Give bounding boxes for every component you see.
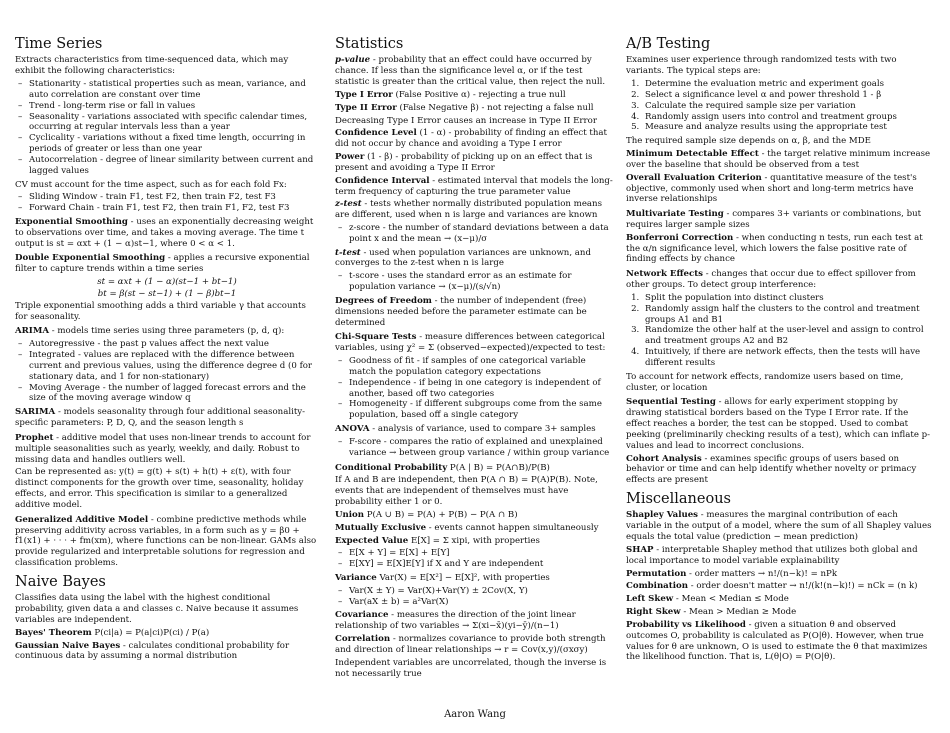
list-item: 2. Select a significance level α and power threshold 1 - β bbox=[642, 90, 932, 101]
covariance: Covariance - measures the direction of the joint linear relationship of two variables → Σ(xi−x̄)(yi−ȳ)/(n−1) bbox=[335, 610, 576, 632]
mutually-exclusive: Mutually Exclusive - events cannot happen simultaneously bbox=[335, 522, 599, 533]
anova: ANOVA - analysis of variance, used to compare 3+ samples bbox=[335, 424, 596, 435]
list-item: 3. Calculate the required sample size per variation bbox=[642, 101, 932, 112]
expected-value: Expected Value E[X] = Σ xipi, with properties bbox=[335, 535, 540, 546]
network-effects: Network Effects - changes that occur due to effect spillover from other groups. To detect group interference: bbox=[626, 269, 916, 291]
list-item: – F-score - compares the ratio of explained and unexplained variance → between group variance / within group variance bbox=[335, 437, 613, 459]
list-item: – Independence - if being in one category is independent of another, based off two categories bbox=[335, 378, 613, 400]
type-i-error: Type I Error (False Positive α) - rejecting a true null bbox=[335, 89, 566, 100]
minimum-detectable-effect: Minimum Detectable Effect - the target relative minimum increase over the baseline that should be observed from a test bbox=[626, 149, 931, 170]
sarima: SARIMA - models seasonality through four additional seasonality-specific parameters: P, D, Q, and the season length s bbox=[15, 407, 306, 429]
list-item: 4. Randomly assign users into control and treatment groups bbox=[642, 112, 932, 123]
exponential-smoothing: Exponential Smoothing - uses an exponentially decreasing weight to observations over time, and takes a moving average. The time t output is st = αxt + (1 − α)st−1, where 0 < α < 1. bbox=[15, 216, 314, 249]
list-item: – E[X + Y] = E[X] + E[Y] bbox=[335, 548, 613, 559]
list-item: – Cyclicality - variations without a fixed time length, occurring in periods of greater or less than one year bbox=[15, 133, 319, 155]
t-test-list bbox=[335, 271, 613, 293]
ab-intro: Examines user experience through randomized tests with two variants. The typical steps are: bbox=[626, 55, 897, 77]
variance-list bbox=[335, 586, 613, 608]
section-title-statistics: Statistics bbox=[335, 36, 404, 52]
confidence-interval: Confidence Interval - estimated interval that models the long-term frequency of capturing the true parameter value bbox=[335, 175, 613, 197]
section-title-time-series: Time Series bbox=[15, 36, 103, 52]
expected-value-list bbox=[335, 548, 613, 570]
equation-bt: bt = β(st − st−1) + (1 − β)bt−1 bbox=[97, 288, 237, 299]
bonferroni-correction: Bonferroni Correction - when conducting n tests, run each test at the α/n significance level, which lowers the false positive rate of finding effects by chance bbox=[626, 232, 923, 265]
equation-st: st = αxt + (1 − α)(st−1 + bt−1) bbox=[97, 277, 237, 288]
list-item: – Var(aX ± b) = a²Var(X) bbox=[335, 597, 613, 608]
right-skew: Right Skew - Mean > Median ≥ Mode bbox=[626, 607, 797, 618]
list-item: – Homogeneity - if different subgroups come from the same population, based off a single category bbox=[335, 399, 613, 421]
prophet: Prophet - additive model that uses non-linear trends to account for multiple seasonalities such as yearly, weekly, and daily. Robust to missing data and handles outliers well. bbox=[15, 432, 311, 465]
chi-square-list bbox=[335, 356, 613, 421]
correlation-note: Independent variables are uncorrelated, though the inverse is not necessarily true bbox=[335, 657, 607, 679]
bayes-theorem: Bayes' Theorem P(ci|a) = P(a|ci)P(ci) / P(a) bbox=[15, 627, 210, 638]
list-item: – Stationarity - statistical properties such as mean, variance, and auto correlation are constant over time bbox=[15, 79, 319, 101]
column-statistics bbox=[335, 34, 613, 681]
list-item: – Sliding Window - train F1, test F2, then train F2, test F3 bbox=[15, 192, 319, 203]
section-title-ab-testing: A/B Testing bbox=[626, 36, 711, 52]
list-item: – Goodness of fit - if samples of one categorical variable match the population category expectations bbox=[335, 356, 613, 378]
section-title-miscellaneous: Miscellaneous bbox=[626, 491, 731, 508]
arima: ARIMA - models time series using three parameters (p, d, q): bbox=[15, 326, 285, 337]
t-test: t-test - used when population variances are unknown, and converges to the z-test when n is large bbox=[335, 247, 591, 269]
left-skew: Left Skew - Mean < Median ≤ Mode bbox=[626, 594, 789, 605]
anova-list bbox=[335, 437, 613, 459]
naive-bayes-intro: Classifies data using the label with the highest conditional probability, given data a and classes c. Naive because it assumes variables are independent. bbox=[15, 593, 299, 625]
cohort-analysis: Cohort Analysis - examines specific groups of users based on behavior or time and can help identify whether novelty or primacy effects are present bbox=[626, 453, 917, 486]
list-item: 4. Intuitively, if there are network effects, then the tests will have different results bbox=[642, 347, 932, 369]
list-item: – Autoregressive - the past p values affect the next value bbox=[15, 339, 319, 350]
union: Union P(A ∪ B) = P(A) + P(B) − P(A ∩ B) bbox=[335, 509, 518, 520]
section-title-naive-bayes: Naive Bayes bbox=[15, 573, 106, 590]
list-item: – Forward Chain - train F1, test F2, then train F1, F2, test F3 bbox=[15, 203, 319, 214]
list-item: 3. Randomize the other half at the user-level and assign to control and treatment groups A2 and B2 bbox=[642, 325, 932, 347]
shapley-values: Shapley Values - measures the marginal contribution of each variable in the output of a model, where the sum of all Shapley values equals the total value (prediction − mean prediction) bbox=[626, 510, 932, 543]
network-effects-note: To account for network effects, randomize users based on time, cluster, or location bbox=[626, 371, 904, 393]
type-error-note: Decreasing Type I Error causes an increase in Type II Error bbox=[335, 115, 597, 126]
combination: Combination - order doesn't matter → n!/(k!(n−k)!) = nCk = (n k) bbox=[626, 581, 918, 592]
multivariate-testing: Multivariate Testing - compares 3+ variants or combinations, but requires larger sample sizes bbox=[626, 209, 922, 230]
list-item: 1. Split the population into distinct clusters bbox=[642, 293, 932, 304]
list-item: – Trend - long-term rise or fall in values bbox=[15, 101, 319, 112]
list-item: – Var(X ± Y) = Var(X)+Var(Y) ± 2Cov(X, Y) bbox=[335, 586, 613, 597]
prophet-representation: Can be represented as: y(t) = g(t) + s(t) + h(t) + ε(t), with four distinct components for the growth over time, seasonality, holiday effects, and error. This specification is similar to a generalized additive model. bbox=[15, 467, 304, 510]
triple-exponential-note: Triple exponential smoothing adds a third variable γ that accounts for seasonality. bbox=[15, 300, 306, 322]
p-value: p-value - probability that an effect could have occurred by chance. If less than the significance level α, or if the test statistic is greater than the critical value, then reject the null. bbox=[335, 55, 606, 88]
correlation: Correlation - normalizes covariance to provide both strength and direction of linear relationships → r = Cov(x,y)/(σxσy) bbox=[335, 634, 606, 655]
overall-evaluation-criterion: Overall Evaluation Criterion - quantitative measure of the test's objective, commonly used when short and long-term metrics have inverse relationships bbox=[626, 172, 917, 205]
conditional-probability: Conditional Probability P(A | B) = P(A∩B)/P(B) bbox=[335, 462, 550, 473]
list-item: – E[XY] = E[X]E[Y] if X and Y are independent bbox=[335, 559, 613, 570]
cv-list bbox=[15, 192, 319, 214]
z-test: z-test - tests whether normally distributed population means are different, used when n is large and variances are known bbox=[335, 199, 602, 221]
variance: Variance Var(X) = E[X²] − E[X]², with properties bbox=[335, 573, 550, 583]
sample-size-note: The required sample size depends on α, β, and the MDE bbox=[626, 136, 871, 147]
permutation: Permutation - order matters → n!/(n−k)! = nPk bbox=[626, 568, 838, 579]
gaussian-naive-bayes: Gaussian Naive Bayes - calculates conditional probability for continuous data by assuming a normal distribution bbox=[15, 640, 290, 662]
power: Power (1 - β) - probability of picking up on an effect that is present and avoiding a Type II Error bbox=[335, 152, 593, 173]
shap: SHAP - interpretable Shapley method that utilizes both global and local importance to model variable explainability bbox=[626, 544, 918, 566]
type-ii-error: Type II Error (False Negative β) - not rejecting a false null bbox=[335, 102, 594, 113]
list-item: – Integrated - values are replaced with the difference between current and previous values, using the difference degree d (0 for stationary data, and 1 for non-stationary) bbox=[15, 350, 319, 382]
ab-steps bbox=[626, 79, 932, 133]
cv-intro: CV must account for the time aspect, such as for each fold Fx: bbox=[15, 179, 287, 190]
column-time-series bbox=[15, 34, 319, 664]
network-effects-steps bbox=[626, 293, 932, 369]
list-item: – Autocorrelation - degree of linear similarity between current and lagged values bbox=[15, 155, 319, 177]
probability-vs-likelihood: Probability vs Likelihood - given a situation θ and observed outcomes O, probability is calculated as P(O|θ). However, when true values for θ are unknown, O is used to estimate the θ that maximizes the likelihood function. That is, L(θ|O) = P(O|θ). bbox=[626, 619, 928, 663]
arima-list bbox=[15, 339, 319, 404]
chi-square-tests: Chi-Square Tests - measure differences between categorical variables, using χ² = Σ (observed−expected)/expected to test: bbox=[335, 332, 606, 354]
list-item: – Seasonality - variations associated with specific calendar times, occurring at regular intervals less than a year bbox=[15, 112, 319, 134]
author-footer: Aaron Wang bbox=[444, 709, 506, 720]
list-item: 1. Determine the evaluation metric and experiment goals bbox=[642, 79, 932, 90]
time-series-characteristics bbox=[15, 79, 319, 176]
generalized-additive-model: Generalized Additive Model - combine predictive methods while preserving additivity across variables, in a form such as y = β0 + f1(x1) + · · · + fm(xm), where functions can be non-linear. GAMs also provide regularized and interpretable solutions for regression and classification problems. bbox=[15, 514, 317, 568]
column-ab-testing bbox=[626, 34, 932, 665]
list-item: – z-score - the number of standard deviations between a data point x and the mean → (x−μ)/σ bbox=[335, 223, 613, 245]
list-item: – t-score - uses the standard error as an estimate for population variance → (x−μ)/(s/√n) bbox=[335, 271, 613, 293]
list-item: 2. Randomly assign half the clusters to the control and treatment groups A1 and B1 bbox=[642, 304, 932, 326]
time-series-intro: Extracts characteristics from time-sequenced data, which may exhibit the following characteristics: bbox=[15, 55, 289, 77]
list-item: 5. Measure and analyze results using the appropriate test bbox=[642, 122, 932, 133]
degrees-of-freedom: Degrees of Freedom - the number of independent (free) dimensions needed before the parameter estimate can be determined bbox=[335, 295, 587, 328]
confidence-level: Confidence Level (1 - α) - probability of finding an effect that did not occur by chance and avoiding a Type I error bbox=[335, 128, 607, 150]
sequential-testing: Sequential Testing - allows for early experiment stopping by drawing statistical borders based on the Type I Error rate. If the effect reaches a border, the test can be stopped. Used to combat peeking (preliminarily checking results of a test), which can inflate p-values and lead to incorrect conclusions. bbox=[626, 397, 931, 451]
double-exponential-smoothing: Double Exponential Smoothing - applies a recursive exponential filter to capture trends within a time series bbox=[15, 253, 310, 275]
list-item: – Moving Average - the number of lagged forecast errors and the size of the moving average window q bbox=[15, 383, 319, 405]
z-test-list bbox=[335, 223, 613, 245]
independence-note: If A and B are independent, then P(A ∩ B) = P(A)P(B). Note, events that are independent of themselves must have probability either 1 or 0. bbox=[335, 475, 598, 508]
